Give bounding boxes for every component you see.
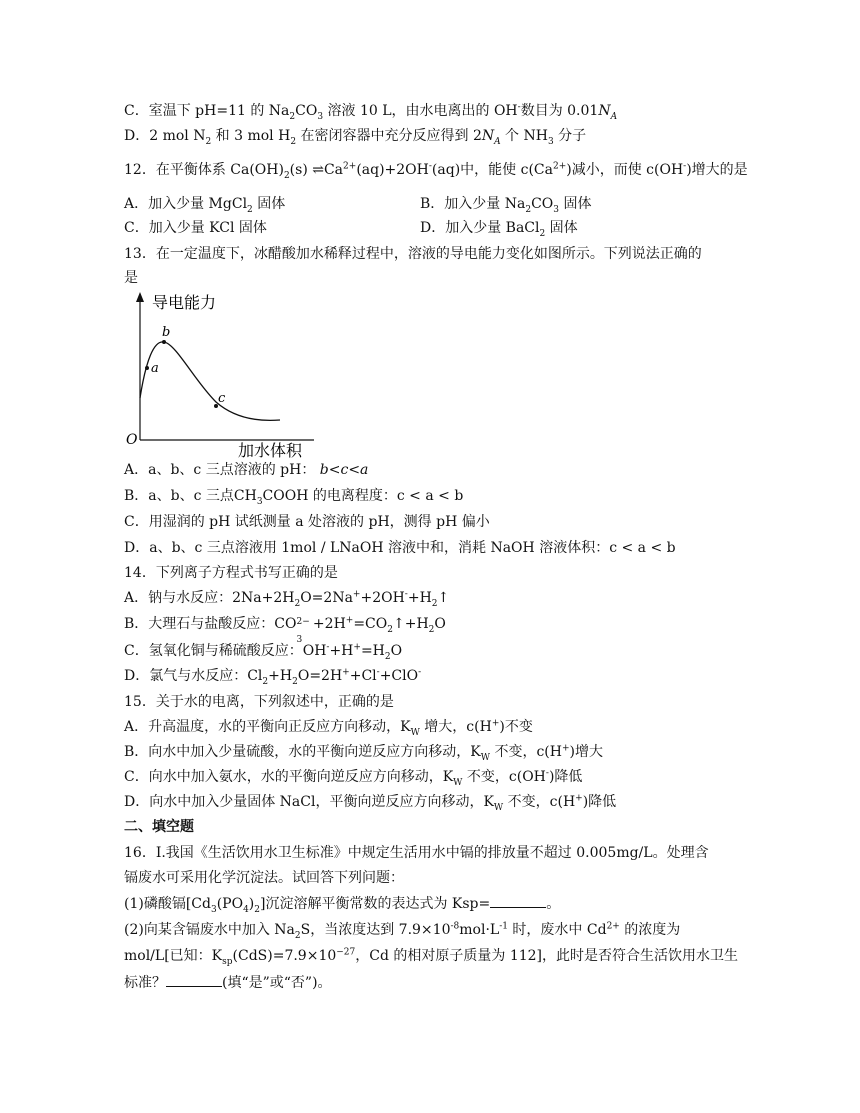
q14-option-a: A．钠与水反应：$2Na+2H_2O=2Na^++2OH^-+H_2↑$ — [124, 589, 450, 609]
q12-option-b: B．加入少量 $Na_2CO_3$ 固体 — [420, 196, 592, 215]
q11-option-d: D．2 mol $N_2$ 和 3 mol $H_2$ 在密闭容器中充分反应得到 $2N_A$ 个 $NH_3$ 分子 — [124, 128, 587, 147]
q14-option-d: D．氯气与水反应：$Cl_2+H_2O=2H^++Cl^-+ClO^-$ — [124, 667, 422, 687]
y-axis-label: 导电能力 — [152, 293, 217, 312]
conductivity-curve — [140, 342, 280, 421]
q16-part1: (1)磷酸镉$[Cd_3(PO_4)_2]$沉淀溶解平衡常数的表达式为 Ksp= 。 — [124, 893, 560, 914]
y-axis-arrow — [136, 292, 144, 302]
answer-blank-yesno[interactable] — [166, 972, 222, 987]
q13-option-c: C．用湿润的 pH 试纸测量 a 处溶液的 pH，测得 pH 偏小 — [124, 514, 490, 530]
q15-option-a: A．升高温度，水的平衡向正反应方向移动，$K_W$ 增大，c(H+)不变 — [124, 718, 533, 738]
q16-part2-line1: (2)向某含镉废水中加入 $Na_2S$，当浓度达到 $7.9\times 10^{-8}mol\cdot L^{-1}$ 时，废水中 $Cd^{2+}$ 的浓度为 — [124, 921, 681, 941]
q13-option-a: A．a、b、c 三点溶液的 pH： b<c<a — [124, 462, 369, 478]
q15-stem: 15．关于水的电离，下列叙述中，正确的是 — [124, 694, 394, 710]
q15-option-d: D．向水中加入少量固体 NaCl，平衡向逆反应方向移动，$K_W$ 不变，c(H+)降低 — [124, 793, 617, 813]
q13-option-d: D．a、b、c 三点溶液用 1mol / LNaOH 溶液中和，消耗 NaOH 溶液体积：c < a < b — [124, 540, 676, 556]
q12-option-a: A．加入少量 MgCl$_2$ 固体 — [124, 196, 286, 215]
point-c-label: c — [218, 391, 226, 406]
origin-label: O — [126, 432, 138, 448]
q14-option-c: C．氢氧化铜与稀硫酸反应：$OH^-+H^+=H_2O$ — [124, 642, 403, 662]
point-b-label: b — [162, 325, 171, 340]
q12-option-d: D．加入少量 BaCl$_2$ 固体 — [420, 220, 578, 239]
x-axis-label: 加水体积 — [238, 441, 303, 460]
conductivity-figure — [124, 290, 324, 460]
q14-option-b: B．大理石与盐酸反应：CO 2− 3 $+2H^+=CO_2↑+H_2O$ — [124, 615, 446, 645]
point-a — [145, 366, 149, 370]
q13-stem-line1: 13．在一定温度下，冰醋酸加水稀释过程中，溶液的导电能力变化如图所示。下列说法正确的 — [124, 246, 702, 262]
q12-option-c: C．加入少量 KCl 固体 — [124, 220, 267, 236]
q15-option-b: B．向水中加入少量硫酸，水的平衡向逆反应方向移动，$K_W$ 不变，c(H+)增大 — [124, 743, 603, 763]
point-b — [162, 340, 166, 344]
q16-line2: 镉废水可采用化学沉淀法。试回答下列问题： — [124, 870, 404, 886]
q16-part2-line3: 标准？ (填“是”或“否”)。 — [124, 972, 332, 993]
q14-stem: 14．下列离子方程式书写正确的是 — [124, 565, 338, 581]
q13-stem-line2: 是 — [124, 270, 138, 286]
q15-option-c: C．向水中加入氨水，水的平衡向逆反应方向移动，$K_W$ 不变，c(OH-)降低 — [124, 768, 583, 788]
section-heading: 二、填空题 — [124, 819, 194, 835]
q13-option-b: B．a、b、c 三点$CH_3COOH$ 的电离程度：c < a < b — [124, 488, 464, 507]
answer-blank-ksp[interactable] — [490, 893, 546, 908]
q16-part2-line2: mol/L[已知：$K_{sp}(CdS)=7.9\times 10^{-27}$，Cd 的相对原子质量为 112]，此时是否符合生活饮用水卫生 — [124, 947, 739, 967]
point-a-label: a — [151, 361, 159, 376]
q16-line1: 16．Ⅰ.我国《生活饮用水卫生标准》中规定生活用水中镉的排放量不超过 0.005mg/L。处理含 — [124, 845, 709, 861]
q12-stem: 12．在平衡体系 $Ca(OH)_2(s)$ $\rightleftharpoons Ca^{2+}(aq)+2OH^-(aq)$中，能使 $c(Ca^{2+})$减小，而使 c(OH-)增大的是 — [124, 161, 748, 181]
q11-option-c: C．室温下 pH=11 的 $Na_2CO_3$ 溶液 10 L，由水电离出的 OH-数目为 $0.01N_A$ — [124, 102, 618, 122]
